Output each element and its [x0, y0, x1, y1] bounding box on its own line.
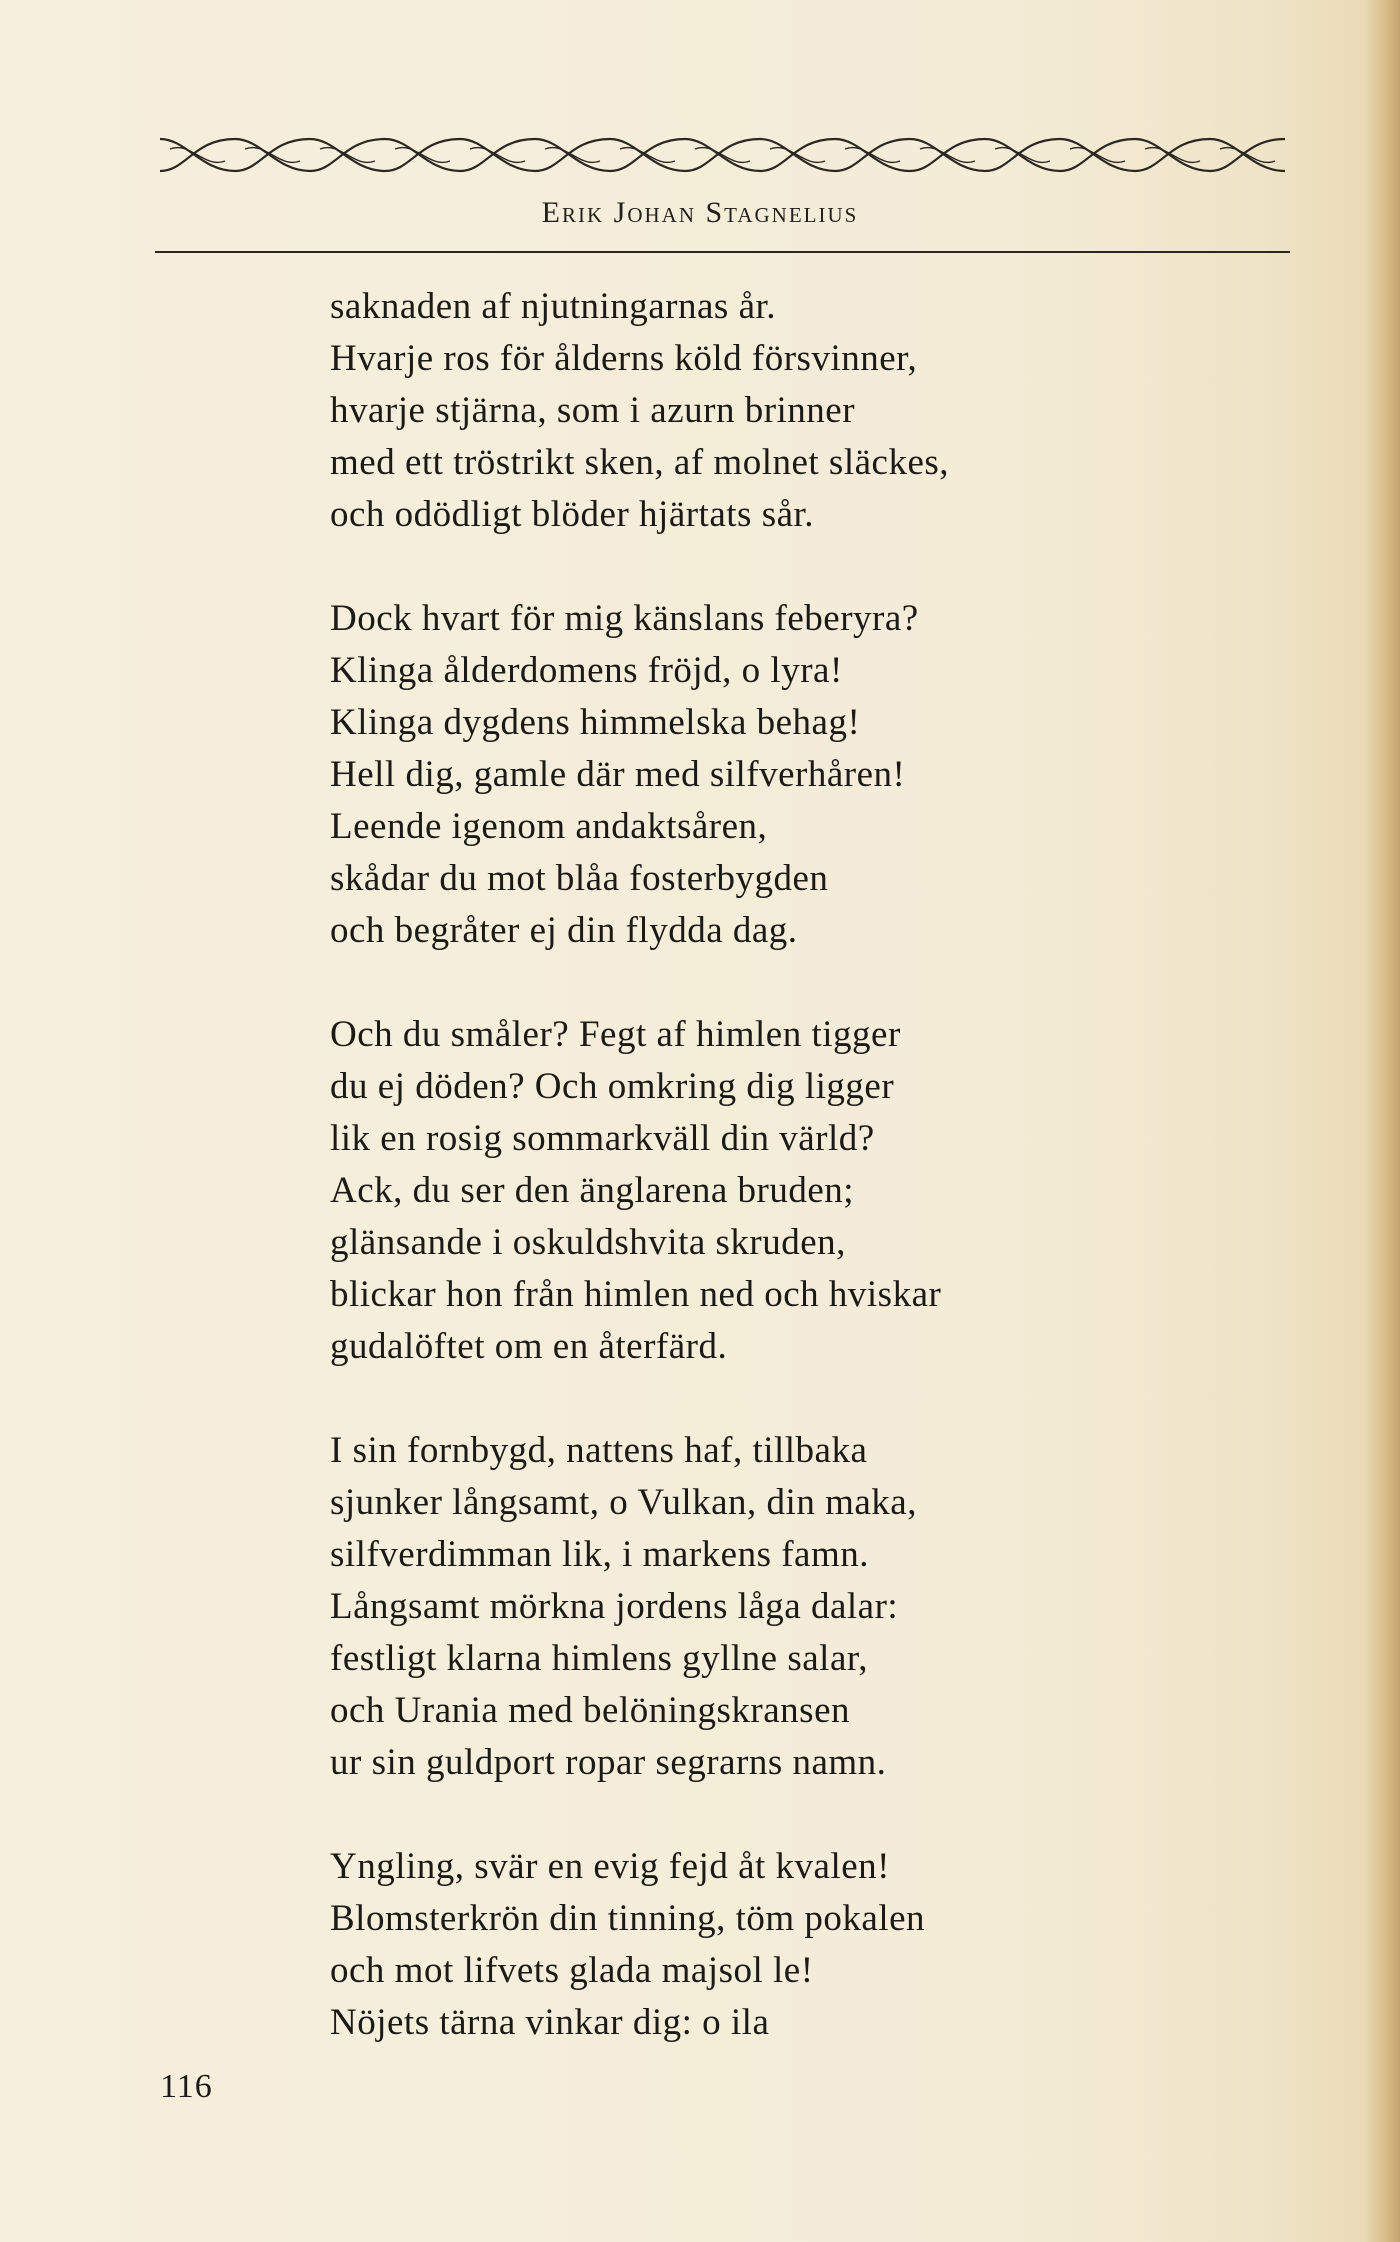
poem-line: Leende igenom andaktsåren, [330, 806, 768, 847]
poem-line: och mot lifvets glada majsol le! [330, 1950, 814, 1991]
poem-line: Blomsterkrön din tinning, töm pokalen [330, 1898, 926, 1939]
poem-line: Yngling, svär en evig fejd åt kvalen! [330, 1846, 890, 1887]
poem-line: och begråter ej din flydda dag. [330, 910, 798, 951]
poem-line: Klinga dygdens himmelska behag! [330, 702, 861, 743]
poem-line: och Urania med belöningskransen [330, 1690, 850, 1731]
poem-line: skådar du mot blåa fosterbygden [330, 858, 829, 899]
stanza [330, 593, 1230, 957]
poem-line: hvarje stjärna, som i azurn brinner [330, 390, 856, 431]
stanza [330, 1841, 1230, 2049]
poem-line: silfverdimman lik, i markens famn. [330, 1534, 869, 1575]
poem-line: Dock hvart för mig känslans feberyra? [330, 598, 919, 639]
poem-line: I sin fornbygd, nattens haf, tillbaka [330, 1430, 868, 1471]
poem-line: ur sin guldport ropar segrarns namn. [330, 1742, 887, 1783]
poem-line: gudalöftet om en återfärd. [330, 1326, 728, 1367]
braided-border-ornament-icon [160, 130, 1285, 180]
page-number: 116 [160, 2068, 213, 2105]
poem-line: du ej döden? Och omkring dig ligger [330, 1066, 895, 1107]
poem-line: glänsande i oskuldshvita skruden, [330, 1222, 846, 1263]
stanza [330, 1009, 1230, 1373]
running-head: Erik Johan Stagnelius [541, 196, 859, 229]
poem-line: och odödligt blöder hjärtats sår. [330, 494, 815, 535]
poem-line: Klinga ålderdomens fröjd, o lyra! [330, 650, 843, 691]
poem-text [330, 281, 1230, 2101]
poem-line: festligt klarna himlens gyllne salar, [330, 1638, 868, 1679]
poem-line: saknaden af njutningarnas år. [330, 286, 777, 327]
poem-line: Hell dig, gamle där med silfverhåren! [330, 754, 906, 795]
stanza [330, 1425, 1230, 1789]
header-rule [155, 251, 1290, 253]
poem-line: sjunker långsamt, o Vulkan, din maka, [330, 1482, 917, 1523]
poem-line: Hvarje ros för ålderns köld försvinner, [330, 338, 918, 379]
poem-line: lik en rosig sommarkväll din värld? [330, 1118, 875, 1159]
poem-line: Ack, du ser den änglarena bruden; [330, 1170, 855, 1211]
poem-line: med ett tröstrikt sken, af molnet släckes, [330, 442, 950, 483]
poem-line: Långsamt mörkna jordens låga dalar: [330, 1586, 899, 1627]
stanza [330, 281, 1230, 541]
poem-line: blickar hon från himlen ned och hviskar [330, 1274, 942, 1315]
page-edge-shading [1364, 0, 1400, 2242]
poem-line: Nöjets tärna vinkar dig: o ila [330, 2002, 770, 2043]
poem-line: Och du småler? Fegt af himlen tigger [330, 1014, 901, 1055]
